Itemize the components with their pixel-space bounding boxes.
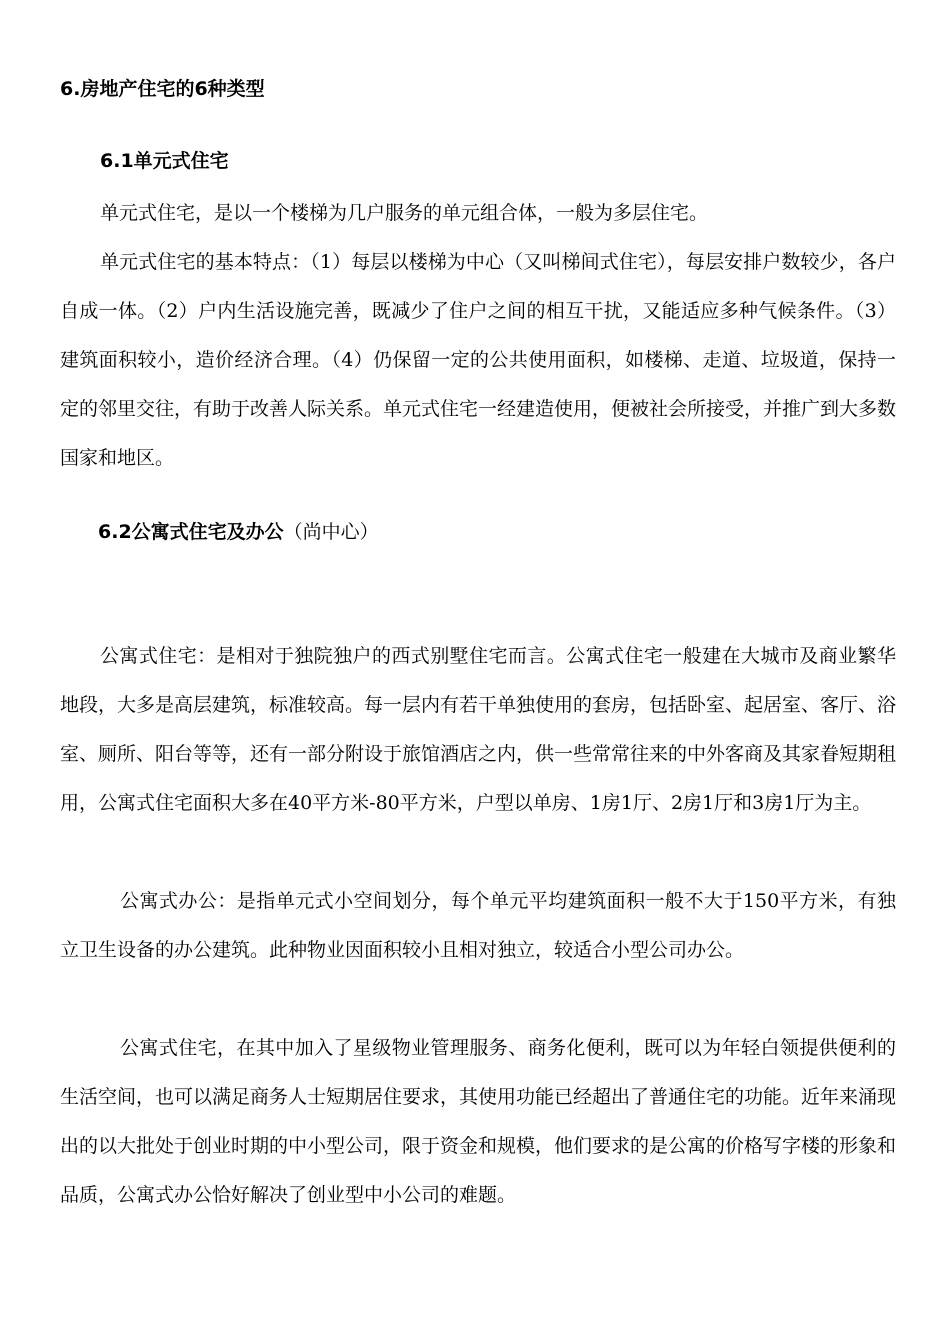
paragraph: 单元式住宅，是以一个楼梯为几户服务的单元组合体，一般为多层住宅。 bbox=[100, 202, 709, 224]
subsection-heading-text: 6.1单元式住宅 bbox=[100, 150, 229, 172]
paragraph: 公寓式住宅，在其中加入了星级物业管理服务、商务化便利，既可以为年轻白领提供便利的生活空间，也可以满足商务人士短期居住要求，其使用功能已经超出了普通住宅的功能。近年来涌现出的以大批处于创业时期的中小型公司，限于资金和规模，他们要求的是公寓的价格写字楼的形象和品质，公寓式办公恰好解决了创业型中小公司的难题。 bbox=[60, 1037, 897, 1206]
paragraph: 公寓式办公：是指单元式小空间划分，每个单元平均建筑面积一般不大于150平方米，有独立卫生设备的办公建筑。此种物业因面积较小且相对独立，较适合小型公司办公。 bbox=[60, 890, 896, 961]
section-title: 6.房地产住宅的6种类型 bbox=[60, 78, 265, 100]
paragraph: 单元式住宅的基本特点：（1）每层以楼梯为中心（又叫梯间式住宅），每层安排户数较少，各户自成一体。（2）户内生活设施完善，既减少了住户之间的相互干扰，又能适应多种气候条件。（3）建筑面积较小，造价经济合理。（4）仍保留一定的公共使用面积，如楼梯、走道、垃圾道，保持一定的邻里交往，有助于改善人际关系。单元式住宅一经建造使用，便被社会所接受，并推广到大多数国家和地区。 bbox=[60, 251, 897, 469]
paragraph: 公寓式住宅：是相对于独院独户的西式别墅住宅而言。公寓式住宅一般建在大城市及商业繁华地段，大多是高层建筑，标准较高。每一层内有若干单独使用的套房，包括卧室、起居室、客厅、浴室、厕所、阳台等等，还有一部分附设于旅馆酒店之内，供一些常常往来的中外客商及其家眷短期租用，公寓式住宅面积大多在40平方米-80平方米，户型以单房、1房1厅、2房1厅和3房1厅为主。 bbox=[60, 645, 897, 814]
subsection-heading-text: 6.2公寓式住宅及办公 bbox=[98, 521, 284, 543]
subsection-heading-suffix: （尚中心） bbox=[283, 521, 379, 543]
subsection-heading-6-1 bbox=[100, 147, 229, 175]
subsection-heading-6-2 bbox=[98, 518, 379, 546]
